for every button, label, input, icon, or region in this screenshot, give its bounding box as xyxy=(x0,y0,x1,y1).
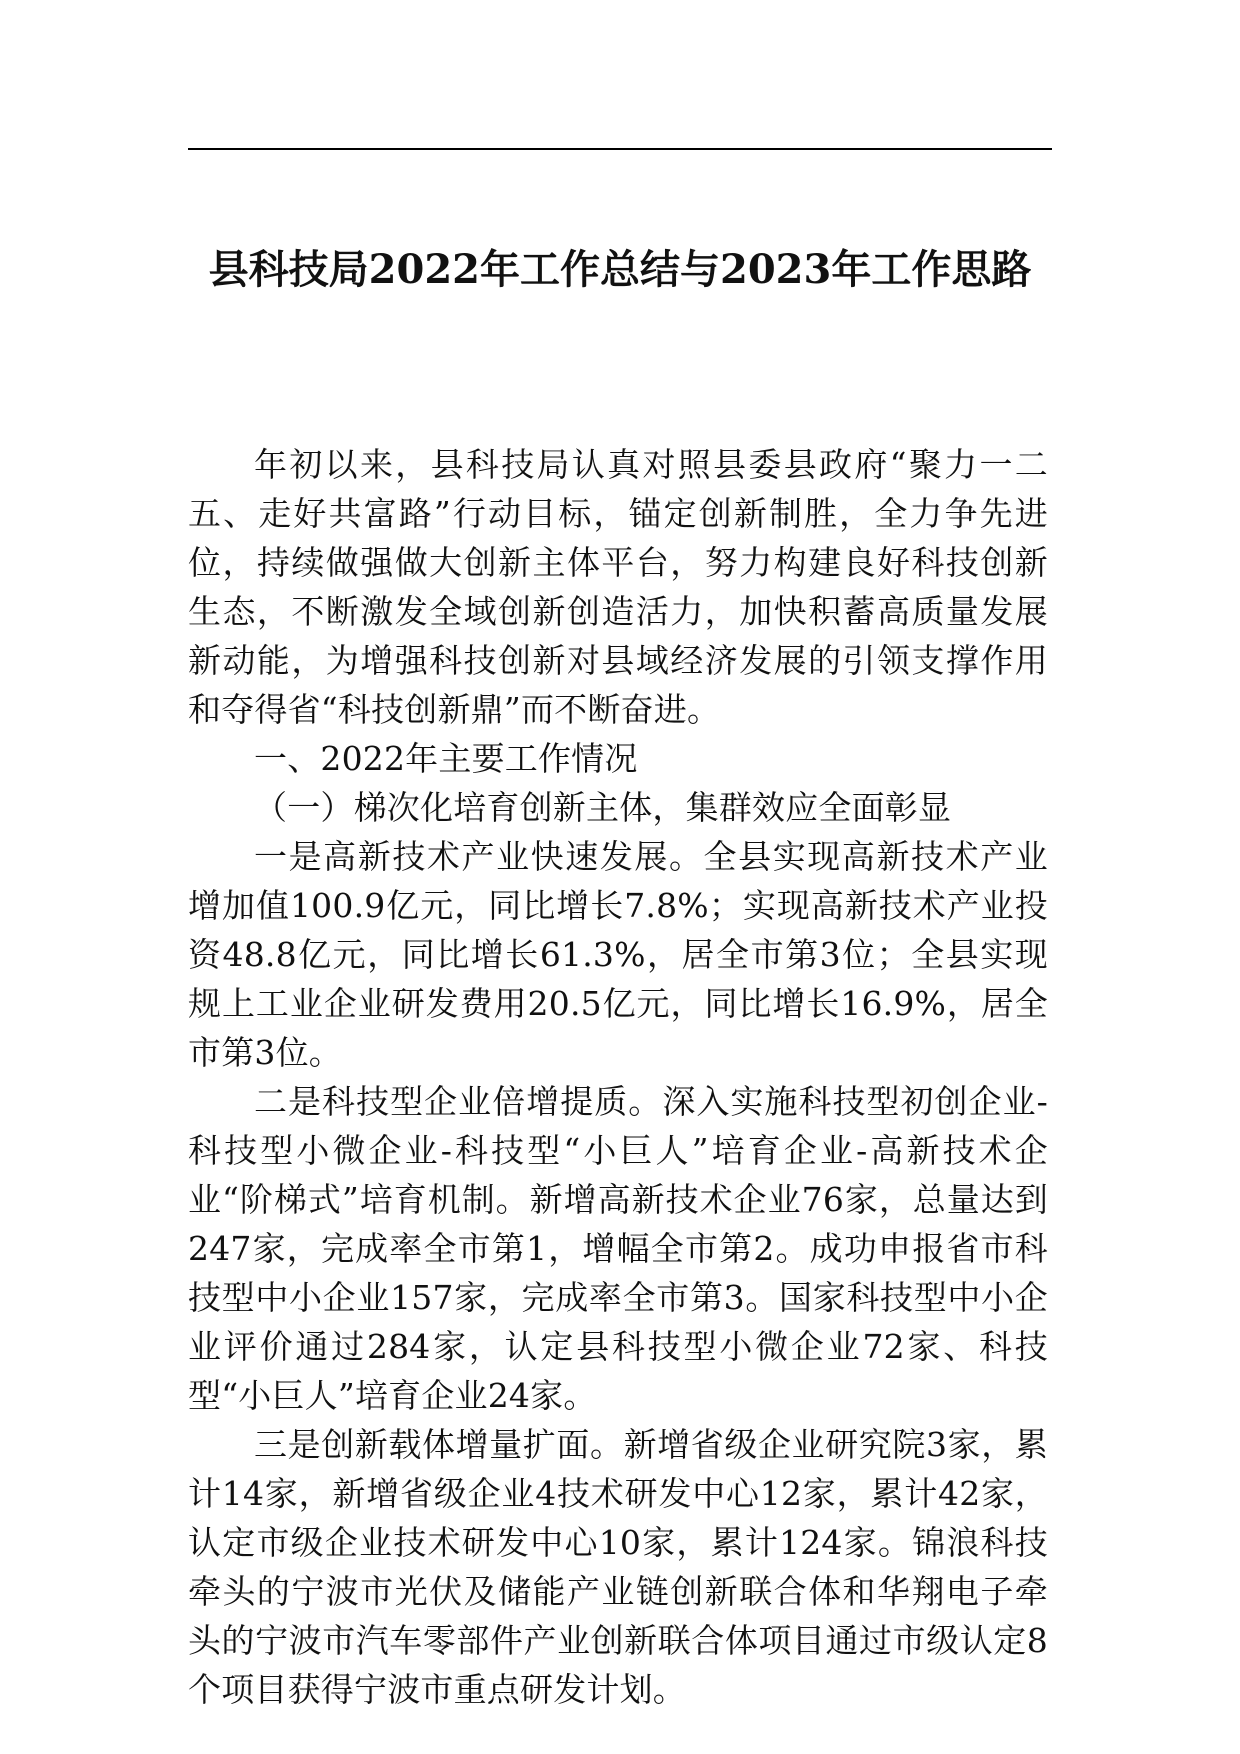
intro-paragraph: 年初以来，县科技局认真对照县委县政府“聚力一二五、走好共富路”行动目标，锚定创新制胜，全力争先进位，持续做强做大创新主体平台，努力构建良好科技创新生态，不断激发全域创新创造活力，加快积蓄高质量发展新动能，为增强科技创新对县域经济发展的引领支撑作用和夺得省“科技创新鼎”而不断奋进。 xyxy=(188,445,1048,729)
document-title: 县科技局2022年工作总结与2023年工作思路 xyxy=(208,246,1032,293)
body-paragraph: 一是高新技术产业快速发展。全县实现高新技术产业增加值100.9亿元，同比增长7.8%；实现高新技术产业投资48.8亿元，同比增长61.3%，居全市第3位；全县实现规上工业企业研发费用20.5亿元，同比增长16.9%，居全市第3位。 xyxy=(188,837,1048,1072)
document-body xyxy=(188,440,1048,1714)
body-paragraph: 三是创新载体增量扩面。新增省级企业研究院3家，累计14家，新增省级企业4技术研发中心12家，累计42家，认定市级企业技术研发中心10家，累计124家。锦浪科技牵头的宁波市光伏及储能产业链创新联合体和华翔电子牵头的宁波市汽车零部件产业创新联合体项目通过市级认定8个项目获得宁波市重点研发计划。 xyxy=(188,1425,1048,1709)
section-heading: 一、2022年主要工作情况 xyxy=(254,739,638,778)
header-rule xyxy=(188,148,1052,150)
subsection-heading: （一）梯次化培育创新主体，集群效应全面彰显 xyxy=(254,788,952,827)
body-paragraph: 二是科技型企业倍增提质。深入实施科技型初创企业-科技型小微企业-科技型“小巨人”培育企业-高新技术企业“阶梯式”培育机制。新增高新技术企业76家，总量达到247家，完成率全市第1，增幅全市第2。成功申报省市科技型中小企业157家，完成率全市第3。国家科技型中小企业评价通过284家，认定县科技型小微企业72家、科技型“小巨人”培育企业24家。 xyxy=(188,1082,1048,1415)
